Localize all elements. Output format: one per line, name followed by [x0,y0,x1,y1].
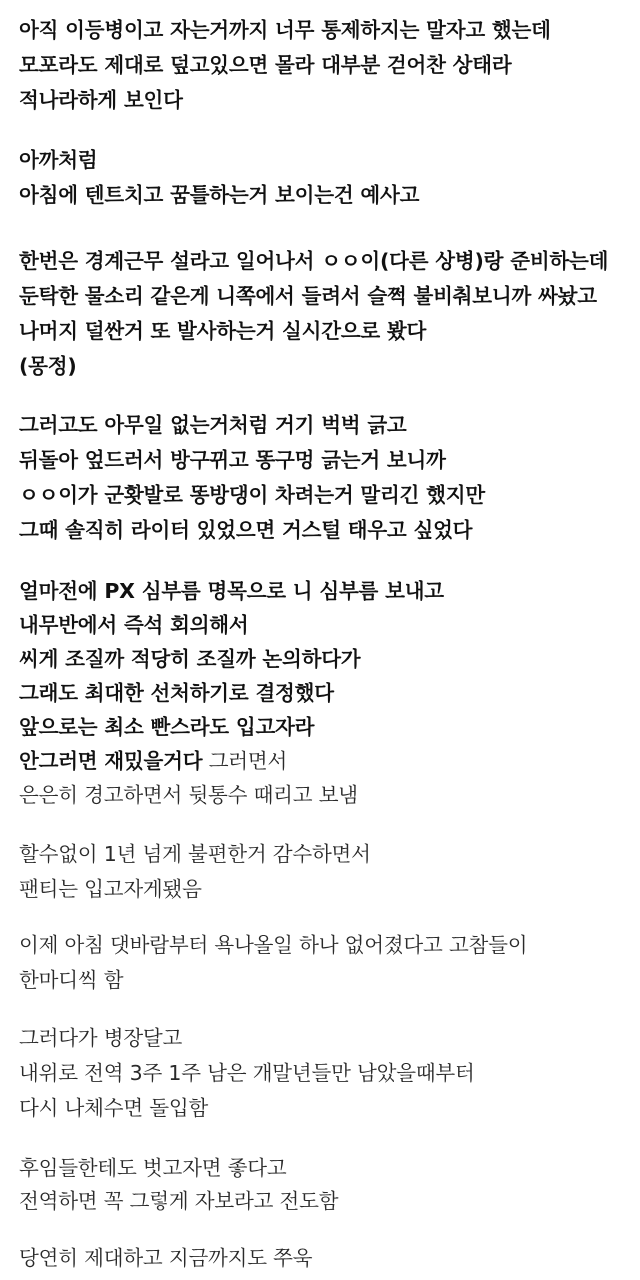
regular-text: 할수없이 1년 넘게 불편한거 감수하면서 [19,842,371,866]
text-line [19,931,527,959]
text-line [19,446,446,474]
bold-text: 앞으로는 최소 빤스라도 입고자라 [19,715,315,739]
bold-text: 얼마전에 PX 심부름 명목으로 니 심부름 보내고 [19,579,444,603]
regular-text: 이제 아침 댓바람부터 욕나올일 하나 없어졌다고 고참들이 [19,933,528,957]
regular-text: 은은히 경고하면서 뒷통수 때리고 보냄 [19,783,358,807]
text-line [19,645,360,673]
bold-text: 안그러면 재밌을거다 [19,749,203,773]
bold-text: 아직 이등병이고 자는거까지 너무 통제하지는 말자고 했는데 [19,18,551,42]
text-line [19,282,597,310]
bold-text: 그래도 최대한 선처하기로 결정했다 [19,681,334,705]
regular-text: 그러면서 [202,749,288,773]
text-line [19,16,551,44]
text-line [19,411,407,439]
bold-text: 한번은 경계근무 설라고 일어나서 ㅇㅇ이(다른 상병)랑 준비하는데 [19,249,609,273]
bold-text: 씨게 조질까 적당히 조질까 논의하다가 [19,647,361,671]
text-line [19,713,314,741]
bold-text: 그러고도 아무일 없는거처럼 거기 벅벅 긁고 [19,413,407,437]
text-line [19,747,287,775]
text-line [19,516,472,544]
regular-text: 전역하면 꼭 그렇게 자보라고 전도함 [19,1189,339,1213]
text-line [19,181,419,209]
bold-text: 내무반에서 즉석 회의해서 [19,613,249,637]
bold-text: ㅇㅇ이가 군홧발로 똥방댕이 차려는거 말리긴 했지만 [19,483,485,507]
text-line [19,875,202,903]
regular-text: 팬티는 입고자게됐음 [19,877,202,901]
text-line [19,247,608,275]
bold-text: 그때 솔직히 라이터 있었으면 거스털 태우고 싶었다 [19,518,473,542]
text-line [19,1094,208,1122]
bold-text: 모포라도 제대로 덮고있으면 몰라 대부분 걷어찬 상태라 [19,53,512,77]
bold-text: (몽정) [19,354,77,378]
text-line [19,317,426,345]
bold-text: 나머지 덜싼거 또 발사하는거 실시간으로 봤다 [19,319,427,343]
text-line [19,1059,475,1087]
text-line [19,679,334,707]
text-line [19,481,485,509]
regular-text: 다시 나체수면 돌입함 [19,1096,209,1120]
bold-text: 적나라하게 보인다 [19,88,183,112]
text-line [19,840,371,868]
text-line [19,1187,338,1215]
text-line [19,966,123,994]
text-line [19,781,358,809]
text-line [19,1244,312,1272]
bold-text: 뒤돌아 엎드러서 방구뀌고 똥구멍 긁는거 보니까 [19,448,446,472]
text-line [19,1154,286,1182]
regular-text: 그러다가 병장달고 [19,1026,183,1050]
bold-text: 아까처럼 [19,148,98,172]
text-line [19,86,183,114]
text-line [19,611,249,639]
regular-text: 당연히 제대하고 지금까지도 쭈욱 [19,1246,313,1270]
text-line [19,577,444,605]
text-line [19,1024,182,1052]
bold-text: 아침에 텐트치고 꿈틀하는거 보이는건 예사고 [19,183,420,207]
regular-text: 후임들한테도 벗고자면 좋다고 [19,1156,287,1180]
text-line [19,51,512,79]
text-line [19,146,97,174]
text-line [19,352,77,380]
regular-text: 내위로 전역 3주 1주 남은 개말년들만 남았을때부터 [19,1061,475,1085]
bold-text: 둔탁한 물소리 같은게 니쪽에서 들려서 슬쩍 불비춰보니까 싸놨고 [19,284,597,308]
regular-text: 한마디씩 함 [19,968,124,992]
